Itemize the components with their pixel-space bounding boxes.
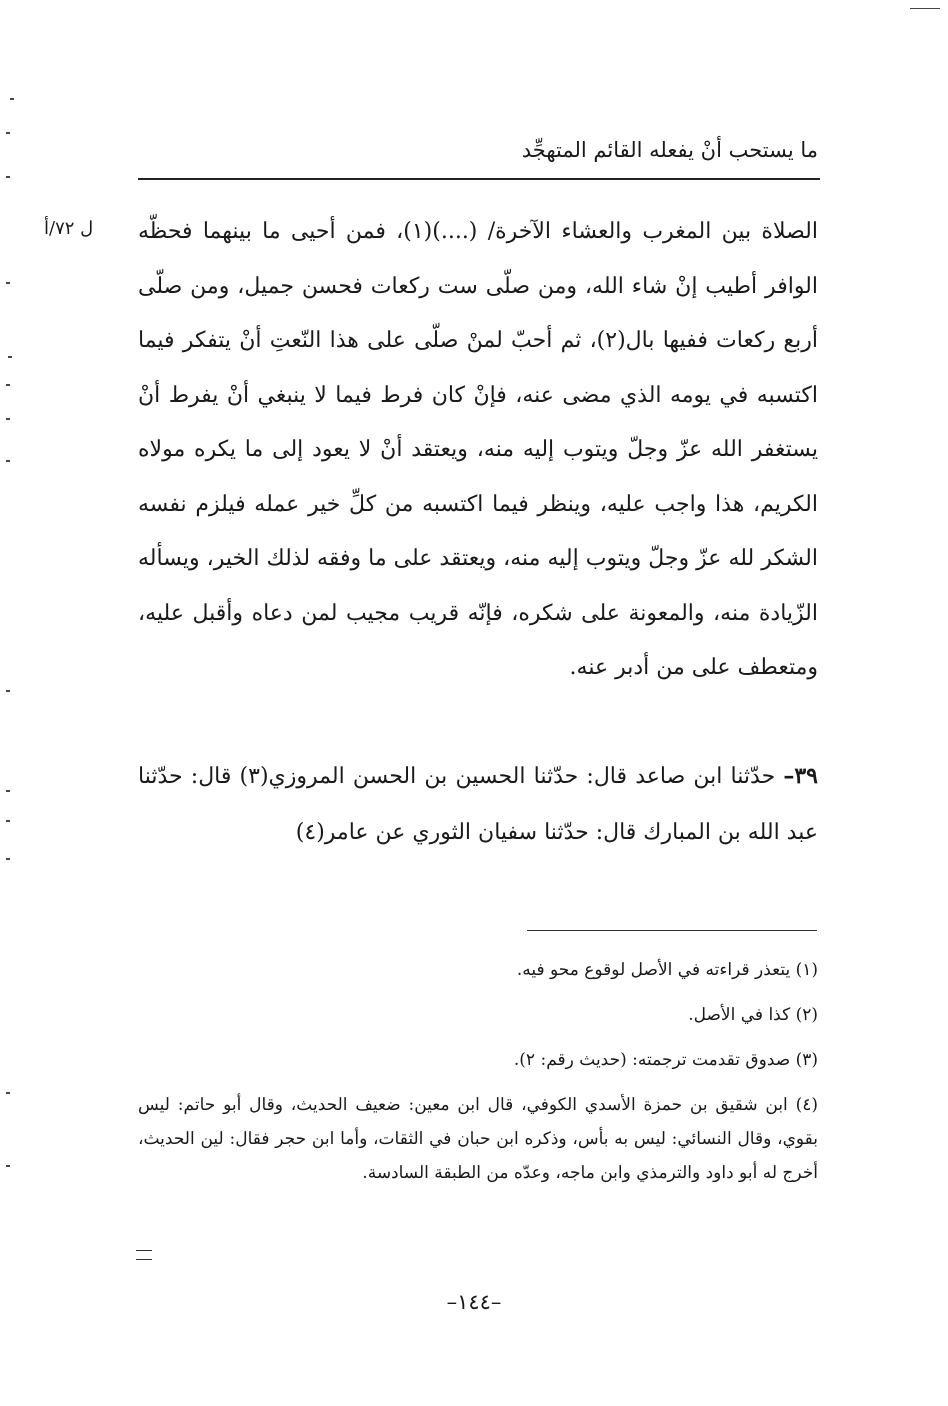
hadith-number: ٣٩– <box>783 763 818 789</box>
scan-mark <box>910 8 940 9</box>
scan-mark <box>6 460 10 462</box>
hadith-text: حدّثنا ابن صاعد قال: حدّثنا الحسين بن الحسن المروزي(٣) قال: حدّثنا عبد الله بن المبارك قال: حدّثنا سفيان الثوري عن عامر(٤) <box>138 764 818 845</box>
scan-mark <box>6 790 10 792</box>
footnote-4: (٤) ابن شقيق بن حمزة الأسدي الكوفي، قال ابن معين: ضعيف الحديث، وقال أبو حاتم: ليس بقوي، وقال النسائي: ليس به بأس، وذكره ابن حبان في الثقات، وأما ابن حجر فقال: لين الحديث، أخرج له أبو داود والترمذي وابن ماجه، وعدّه من الطبقة السادسة. <box>138 1095 818 1183</box>
scan-mark <box>6 418 10 420</box>
footnotes <box>138 953 818 1201</box>
scan-mark <box>6 1165 10 1167</box>
running-header: ما يستحب أنْ يفعله القائم المتهجِّد <box>521 138 818 162</box>
scan-mark <box>6 176 10 178</box>
scan-mark <box>6 1092 10 1094</box>
footnote-2: (٢) كذا في الأصل. <box>688 1005 818 1025</box>
scan-mark <box>6 282 10 284</box>
scan-mark <box>10 98 14 100</box>
footnote-1: (١) يتعذر قراءته في الأصل لوقوع محو فيه. <box>516 960 818 980</box>
manuscript-folio-note: ل ٧٢/أ <box>44 218 94 239</box>
scan-mark <box>6 690 10 692</box>
scan-mark <box>6 384 10 386</box>
scan-mark <box>6 820 10 822</box>
footnote-3: (٣) صدوق تقدمت ترجمته: (حديث رقم: ٢). <box>513 1050 818 1070</box>
hadith-paragraph <box>138 748 818 861</box>
scan-mark <box>6 132 10 134</box>
header-rule <box>138 178 820 180</box>
main-paragraph: الصلاة بين المغرب والعشاء الآخرة/ (....)(١)، فمن أحيى ما بينهما فحظّه الوافر أطيب إنْ شاء الله، ومن صلّى ست ركعات فحسن جميل، ومن صلّى أربع ركعات ففيها بال(٢)، ثم أحبّ لمنْ صلّى على هذا النّعتِ أنْ يتفكر فيما اكتسبه في يومه الذي مضى عنه، فإنْ كان فرط فيما لا ينبغي أنْ يفرط أنْ يستغفر الله عزّ وجلّ ويتوب إليه منه، ويعتقد أنْ لا يعود إلى ما يكره مولاه الكريم، هذا واجب عليه، وينظر فيما اكتسبه من كلِّ خير عمله فيلزم نفسه الشكر لله عزّ وجلّ ويتوب إليه منه، ويعتقد على ما وفقه لذلك الخير، ويسأله الزّيادة منه، والمعونة على شكره، فإنّه قريب مجيب لمن دعاه وأقبل عليه، ومتعطف على من أدبر عنه. <box>138 219 818 680</box>
scan-mark <box>6 858 10 860</box>
scan-mark <box>8 356 12 358</box>
page-number: –١٤٤– <box>446 1290 502 1314</box>
footnote-separator <box>527 930 817 931</box>
end-mark <box>136 1250 152 1260</box>
